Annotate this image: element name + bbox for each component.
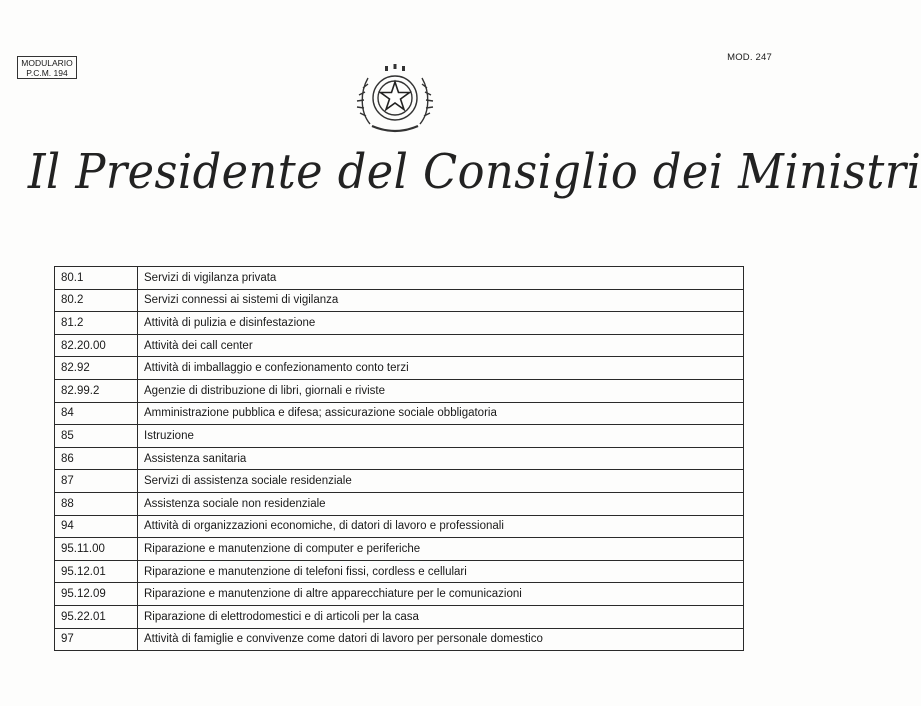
table-row xyxy=(55,425,744,448)
activity-code-cell: 84 xyxy=(55,402,138,425)
modulario-line-2: P.C.M. 194 xyxy=(26,68,68,78)
activity-description-cell: Servizi di vigilanza privata xyxy=(138,267,744,290)
activity-description-cell: Servizi di assistenza sociale residenziale xyxy=(138,470,744,493)
activity-description-cell: Assistenza sociale non residenziale xyxy=(138,492,744,515)
activity-description-cell: Attività di organizzazioni economiche, di datori di lavoro e professionali xyxy=(138,515,744,538)
mod-number: MOD. 247 xyxy=(727,52,772,63)
activity-code-cell: 87 xyxy=(55,470,138,493)
activity-code-cell: 82.20.00 xyxy=(55,334,138,357)
activity-code-cell: 94 xyxy=(55,515,138,538)
table-row xyxy=(55,379,744,402)
activity-description-cell: Attività di imballaggio e confezionamento conto terzi xyxy=(138,357,744,380)
activity-description-cell: Riparazione e manutenzione di computer e periferiche xyxy=(138,538,744,561)
table-row xyxy=(55,538,744,561)
table-row xyxy=(55,447,744,470)
page-title: Il Presidente del Consiglio dei Ministri xyxy=(27,144,921,200)
activity-description-cell: Servizi connessi ai sistemi di vigilanza xyxy=(138,289,744,312)
table-row xyxy=(55,289,744,312)
activity-description-cell: Amministrazione pubblica e difesa; assicurazione sociale obbligatoria xyxy=(138,402,744,425)
table-row xyxy=(55,470,744,493)
table-row xyxy=(55,515,744,538)
activity-code-cell: 95.12.09 xyxy=(55,583,138,606)
table-row xyxy=(55,583,744,606)
activity-description-cell: Riparazione e manutenzione di altre apparecchiature per le comunicazioni xyxy=(138,583,744,606)
ateco-codes-table xyxy=(54,266,744,651)
modulario-line-1: MODULARIO xyxy=(21,58,73,68)
activity-code-cell: 85 xyxy=(55,425,138,448)
italian-republic-emblem-icon xyxy=(352,54,438,140)
activity-code-cell: 88 xyxy=(55,492,138,515)
activity-code-cell: 86 xyxy=(55,447,138,470)
table-row xyxy=(55,628,744,651)
table-row xyxy=(55,334,744,357)
table-row xyxy=(55,492,744,515)
activity-code-cell: 82.99.2 xyxy=(55,379,138,402)
modulario-label xyxy=(17,56,77,79)
table-row xyxy=(55,605,744,628)
activity-description-cell: Riparazione e manutenzione di telefoni fissi, cordless e cellulari xyxy=(138,560,744,583)
table-row xyxy=(55,402,744,425)
activity-code-cell: 80.1 xyxy=(55,267,138,290)
table-row xyxy=(55,560,744,583)
activity-code-cell: 97 xyxy=(55,628,138,651)
activity-description-cell: Attività di pulizia e disinfestazione xyxy=(138,312,744,335)
activity-code-cell: 80.2 xyxy=(55,289,138,312)
table-row xyxy=(55,312,744,335)
activity-code-cell: 82.92 xyxy=(55,357,138,380)
activity-code-cell: 95.22.01 xyxy=(55,605,138,628)
activity-code-cell: 95.12.01 xyxy=(55,560,138,583)
activity-description-cell: Assistenza sanitaria xyxy=(138,447,744,470)
activity-description-cell: Attività di famiglie e convivenze come datori di lavoro per personale domestico xyxy=(138,628,744,651)
table-row xyxy=(55,357,744,380)
activity-description-cell: Agenzie di distribuzione di libri, giornali e riviste xyxy=(138,379,744,402)
activity-description-cell: Istruzione xyxy=(138,425,744,448)
activity-description-cell: Riparazione di elettrodomestici e di articoli per la casa xyxy=(138,605,744,628)
activity-description-cell: Attività dei call center xyxy=(138,334,744,357)
activity-code-cell: 81.2 xyxy=(55,312,138,335)
activity-code-cell: 95.11.00 xyxy=(55,538,138,561)
table-row xyxy=(55,267,744,290)
